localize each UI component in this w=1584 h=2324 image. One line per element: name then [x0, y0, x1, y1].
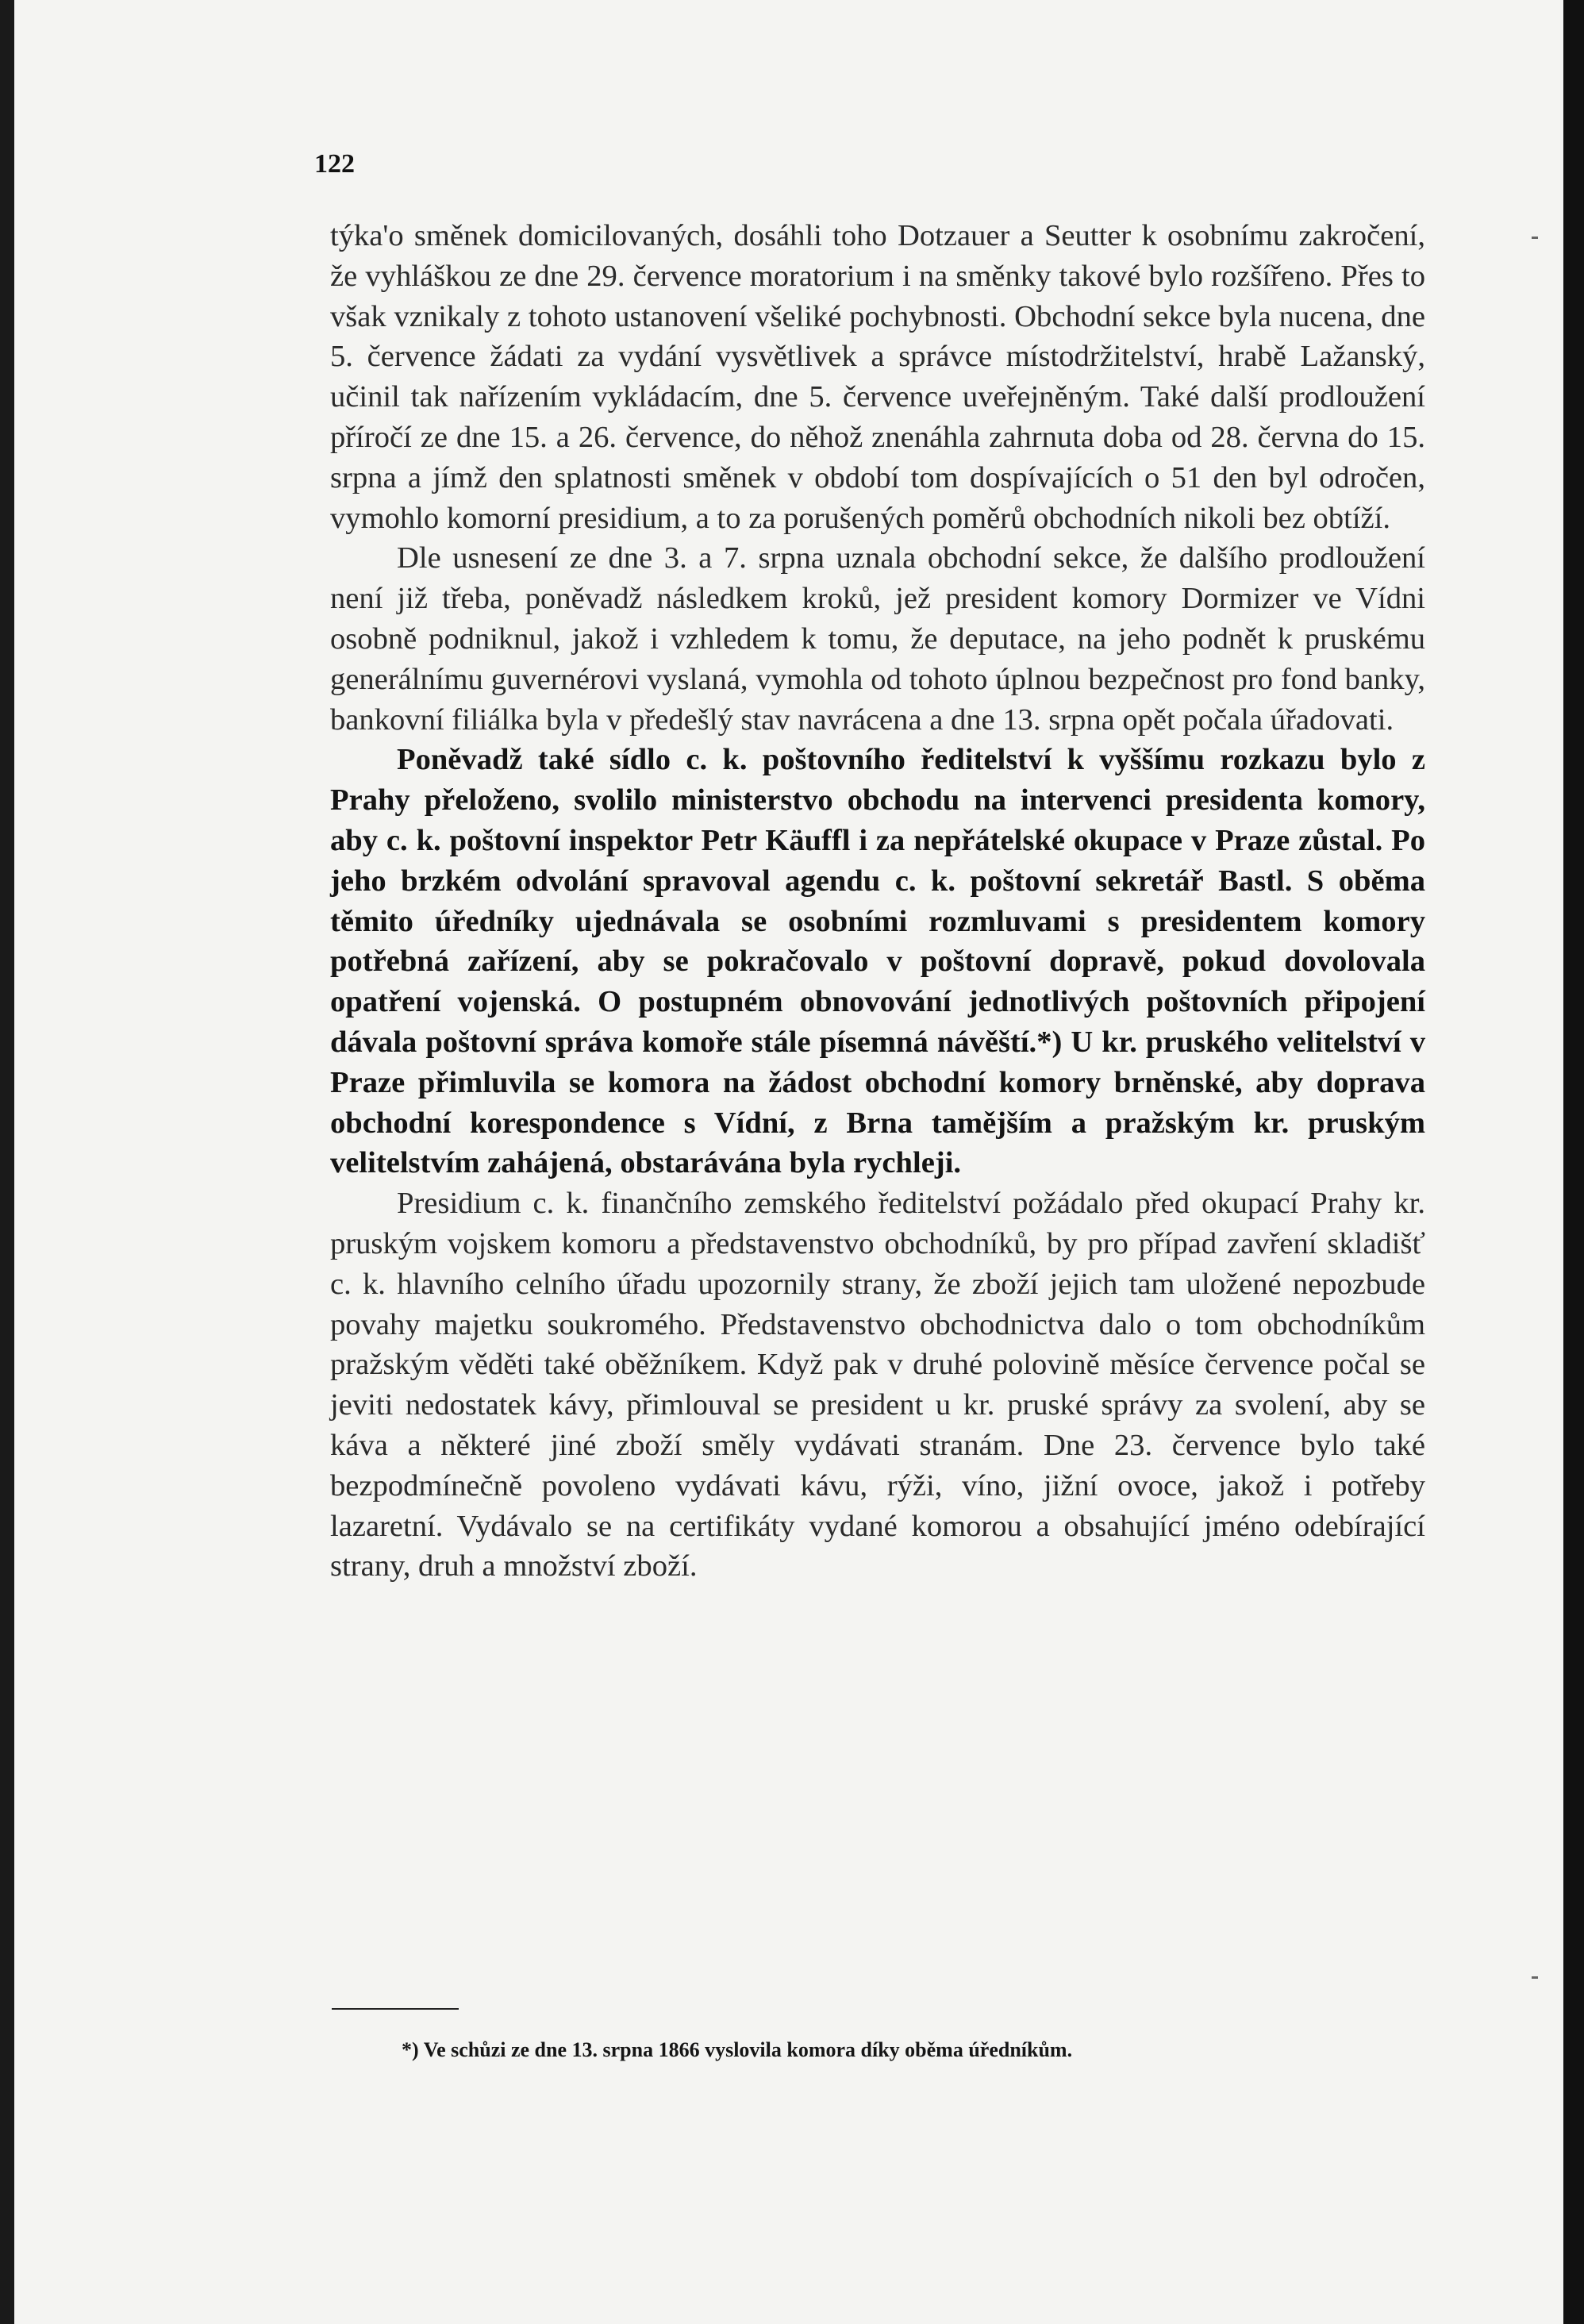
footnote-divider	[332, 2008, 459, 2010]
scan-edge	[1563, 0, 1584, 2324]
paragraph-3: Poněvadž také sídlo c. k. poštovního ředitelství k vyššímu rozkazu bylo z Prahy přeloženo, svolilo ministerstvo obchodu na intervenci presidenta komory, aby c. k. poštovní inspektor Petr Käuffl i za nepřátelské okupace v Praze zůstal. Po jeho brzkém odvolání spravoval agendu c. k. poštovní sekretář Bastl. S oběma těmito úředníky ujednávala se osobními rozmluvami s presidentem komory potřebná zařízení, aby se pokračovalo v poštovní dopravě, pokud dovolovala opatření vojenská. O postupném obnovování jednotlivých poštovních připojení dávala poštovní správa komoře stále písemná návěští.*) U kr. pruského velitelství v Praze přimluvila se komora na žádost obchodní komory brněnské, aby doprava obchodní korespondence s Vídní, z Brna tamějším a pražským kr. pruským velitelstvím zahájená, obstarávána byla rychleji.	[330, 743, 1425, 1180]
paragraph-1: týka'o směnek domicilovaných, dosáhli toho Dotzauer a Seutter k osobnímu zakročení, že vyhláškou ze dne 29. července moratorium i na směnky takové bylo rozšířeno. Přes to však vznikaly z tohoto ustanovení všeliké pochybnosti. Obchodní sekce byla nucena, dne 5. července žádati za vydání vysvětlivek a správce místodržitelství, hrabě Lažanský, učinil tak nařízením vykládacím, dne 5. července uveřejněným. Také další prodloužení příročí ze dne 15. a 26. července, do něhož znenáhla zahrnuta doba od 28. června do 15. srpna a jímž den splatnosti směnek v období tom dospívajících o 51 den byl odročen, vymohlo komorní presidium, a to za porušených poměrů obchodních nikoli bez obtíží.	[330, 219, 1425, 535]
footnote: *) Ve schůzi ze dne 13. srpna 1866 vyslovila komora díky oběma úředníkům.	[402, 2038, 1073, 2061]
scan-speck	[1532, 1976, 1538, 1979]
scan-speck	[1532, 237, 1538, 239]
paragraph-2: Dle usnesení ze dne 3. a 7. srpna uznala obchodní sekce, že dalšího prodloužení není již třeba, poněvadž následkem kroků, jež president komory Dormizer ve Vídni osobně podniknul, jakož i vzhledem k tomu, že deputace, na jeho podnět k pruskému generálnímu guvernérovi vyslaná, vymohla od tohoto úplnou bezpečnost pro fond banky, bankovní filiálka byla v předešlý stav navrácena a dne 13. srpna opět počala úřadovati.	[330, 541, 1425, 737]
page-number: 122	[314, 149, 355, 179]
document-page	[14, 0, 1563, 2324]
body-text	[330, 216, 1425, 1587]
paragraph-4: Presidium c. k. finančního zemského ředitelství požádalo před okupací Prahy kr. pruským vojskem komoru a představenstvo obchodníků, by pro případ zavření skladišť c. k. hlavního celního úřadu upozornily strany, že zboží jejich tam uložené nepozbude povahy majetku soukromého. Představenstvo obchodnictva dalo o tom obchodníkům pražským věděti také oběžníkem. Když pak v druhé polovině měsíce července počal se jeviti nedostatek kávy, přimlouval se president u kr. pruské správy za svolení, aby se káva a některé jiné zboží směly vydávati stranám. Dne 23. července bylo také bezpodmínečně povoleno vydávati kávu, rýži, víno, jižní ovoce, jakož i potřeby lazaretní. Vydávalo se na certifikáty vydané komorou a obsahující jméno odebírající strany, druh a množství zboží.	[330, 1187, 1425, 1583]
